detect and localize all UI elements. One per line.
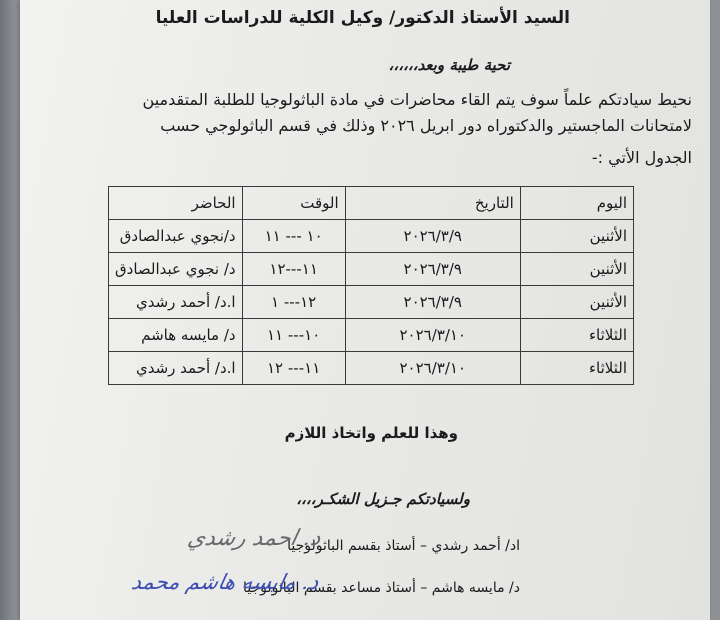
table-header-row	[109, 187, 634, 220]
cell-day: الأثنين	[520, 286, 633, 319]
cell-lecturer: د/ نجوي عبدالصادق	[109, 253, 243, 286]
cell-lecturer: د/نجوي عبدالصادق	[109, 220, 243, 253]
handwritten-signature-2: د. مايسه هاشم محمد	[129, 570, 322, 594]
body-text-line-2: لامتحانات الماجستير والدكتوراه دور ابريل ٢٠٢٦ وذلك في قسم الباثولوجي حسب	[160, 116, 692, 135]
cell-day: الأثنين	[520, 220, 633, 253]
table-row	[109, 220, 634, 253]
cell-time: ١٠--- ١١	[242, 319, 345, 352]
letter-page	[20, 0, 710, 620]
cell-time: ١١--- ١٢	[242, 352, 345, 385]
cell-lecturer: د/ مايسه هاشم	[109, 319, 243, 352]
background-edge	[0, 0, 22, 620]
cell-day: الثلاثاء	[520, 352, 633, 385]
table-row	[109, 352, 634, 385]
table-row	[109, 253, 634, 286]
header-lecturer: الحاضر	[109, 187, 243, 220]
body-text-line-1: نحيط سيادتكم علماً سوف يتم القاء محاضرات في مادة الباثولوجيا للطلبة المتقدمين	[142, 90, 692, 109]
cell-lecturer: ا.د/ أحمد رشدي	[109, 286, 243, 319]
addressee-heading: السيد الأستاذ الدكتور/ وكيل الكلية للدراسات العليا	[155, 8, 570, 28]
cell-date: ٢٠٢٦/٣/١٠	[345, 319, 520, 352]
signatory-2-name: د/ مايسه هاشم – أستاذ مساعد بقسم الباثولوجيا	[243, 580, 520, 596]
closing-note: وهذا للعلم واتخاذ اللازم	[284, 424, 458, 442]
lecture-schedule-table	[108, 186, 634, 385]
handwritten-signature-1: د. احمد رشدي	[185, 526, 324, 551]
greeting-line: تحية طيبة وبعد،،،،،،	[388, 56, 510, 74]
header-date: التاريخ	[345, 187, 520, 220]
cell-date: ٢٠٢٦/٣/٩	[345, 220, 520, 253]
cell-time: ١٠ --- ١١	[242, 220, 345, 253]
thanks-line: ولسيادتكم جـزيل الشكـر،،،،	[296, 490, 470, 508]
cell-day: الأثنين	[520, 253, 633, 286]
cell-date: ٢٠٢٦/٣/٩	[345, 253, 520, 286]
cell-date: ٢٠٢٦/٣/٩	[345, 286, 520, 319]
table-row	[109, 286, 634, 319]
cell-lecturer: ا.د/ أحمد رشدي	[109, 352, 243, 385]
body-text-line-3: الجدول الأتي :-	[591, 148, 692, 167]
cell-date: ٢٠٢٦/٣/١٠	[345, 352, 520, 385]
header-day: اليوم	[520, 187, 633, 220]
cell-day: الثلاثاء	[520, 319, 633, 352]
table-row	[109, 319, 634, 352]
cell-time: ١١---١٢	[242, 253, 345, 286]
header-time: الوقت	[242, 187, 345, 220]
signatory-1-name: اد/ أحمد رشدي – أستاذ بقسم الباثولوجيا	[287, 538, 520, 554]
cell-time: ١٢--- ١	[242, 286, 345, 319]
